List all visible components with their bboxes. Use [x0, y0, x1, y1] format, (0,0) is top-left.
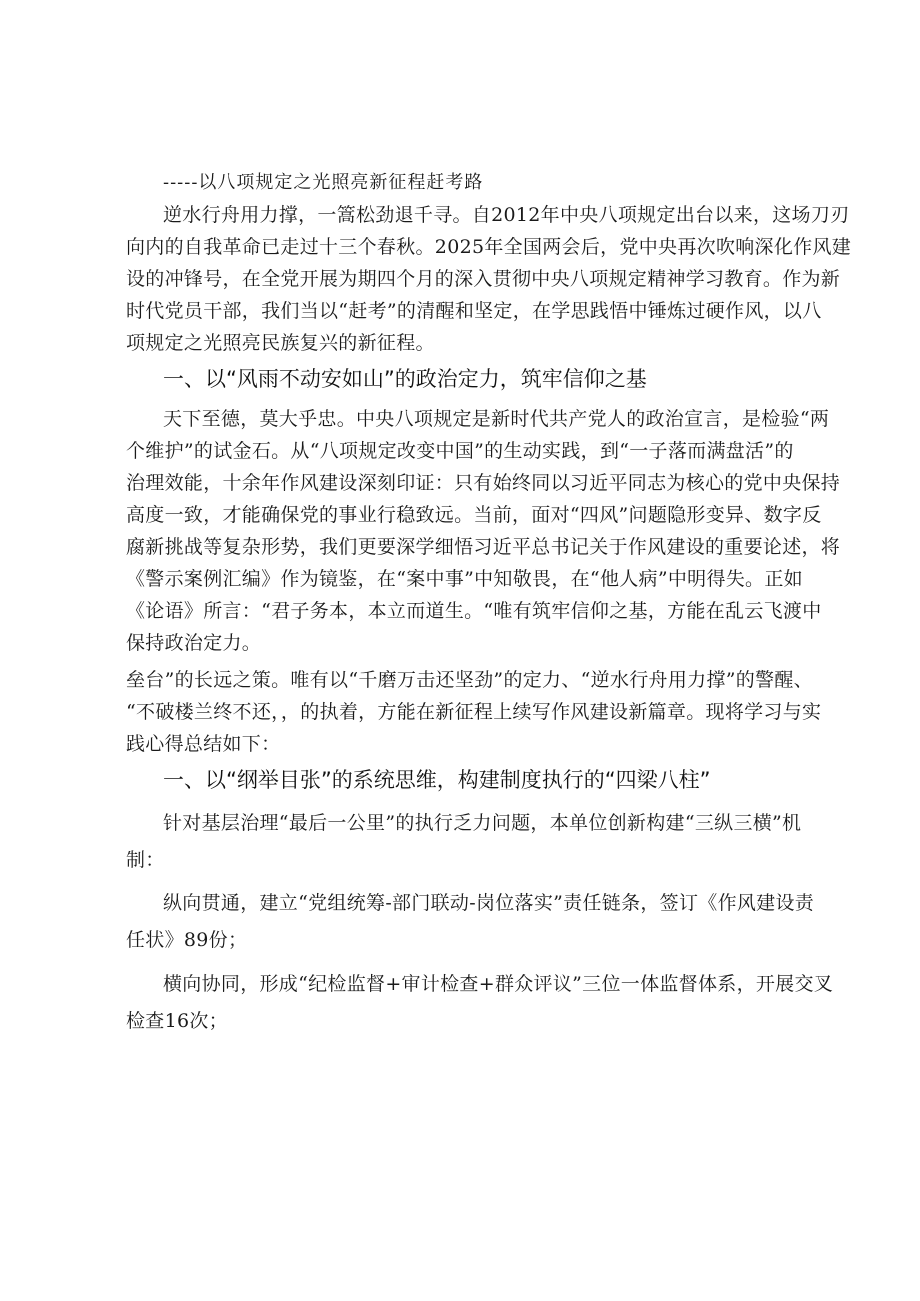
intro-line-3: 设的冲锋号，在全党开展为期四个月的深入贯彻中央八项规定精神学习教育。作为新 — [126, 268, 841, 290]
fragment-line-2: “不破楼兰终不还，，的执着，方能在新征程上续写作风建设新篇章。现将学习与实 — [126, 701, 822, 723]
section2-p3-line-1: 横向协同，形成“纪检监督+审计检查+群众评议”三位一体监督体系，开展交叉 — [163, 973, 834, 995]
intro-line-5: 项规定之光照亮民族复兴的新征程。 — [126, 332, 435, 354]
fragment-line-3: 践心得总结如下： — [126, 733, 281, 755]
section1-line-3: 治理效能，十余年作风建设深刻印证：只有始终同以习近平同志为核心的党中央保持 — [126, 472, 841, 494]
intro-line-4: 时代党员干部，我们当以“赶考”的清醒和坚定，在学思践悟中锤炼过硬作风，以八 — [126, 300, 822, 322]
document-subtitle: -----以八项规定之光照亮新征程赶考路 — [163, 172, 484, 193]
section1-line-2: 个维护”的试金石。从“八项规定改变中国”的生动实践，到“一子落而满盘活”的 — [126, 440, 794, 462]
intro-line-1: 逆水行舟用力撑，一篙松劲退千寻。自2012年中央八项规定出台以来，这场刀刃 — [163, 204, 850, 226]
fragment-line-1: 垒台”的长远之策。唯有以“千磨万击还坚劲”的定力、“逆水行舟用力撑”的警醒、 — [126, 669, 813, 691]
section1-line-8: 保持政治定力。 — [126, 632, 262, 654]
section1-line-5: 腐新挑战等复杂形势，我们更要深学细悟习近平总书记关于作风建设的重要论述，将 — [126, 536, 841, 558]
section2-p2-line-1: 纵向贯通，建立“党组统筹-部门联动-岗位落实”责任链条，签订《作风建设责 — [163, 892, 815, 914]
section2-p1-line-2: 制： — [126, 849, 165, 871]
section2-p1-line-1: 针对基层治理“最后一公里”的执行乏力问题，本单位创新构建“三纵三横”机 — [163, 812, 802, 834]
section1-line-7: 《论语》所言：“君子务本，本立而道生。“唯有筑牢信仰之基，方能在乱云飞渡中 — [126, 600, 822, 622]
section1-line-6: 《警示案例汇编》作为镜鉴，在“案中事”中知敬畏，在“他人病”中明得失。正如 — [126, 568, 803, 590]
section2-p3-line-2: 检查16次； — [126, 1010, 228, 1032]
intro-line-2: 向内的自我革命已走过十三个春秋。2025年全国两会后，党中央再次吹响深化作风建 — [126, 236, 852, 258]
section2-heading: 一、以“纲举目张”的系统思维，构建制度执行的“四梁八柱” — [163, 768, 711, 792]
section1-line-4: 高度一致，才能确保党的事业行稳致远。当前，面对“四风”问题隐形变异、数字反 — [126, 504, 822, 526]
section1-heading: 一、以“风雨不动安如山”的政治定力，筑牢信仰之基 — [163, 367, 647, 391]
section1-line-1: 天下至德，莫大乎忠。中央八项规定是新时代共产党人的政治宣言，是检验“两 — [163, 408, 830, 430]
section2-p2-line-2: 任状》89份； — [126, 929, 248, 951]
